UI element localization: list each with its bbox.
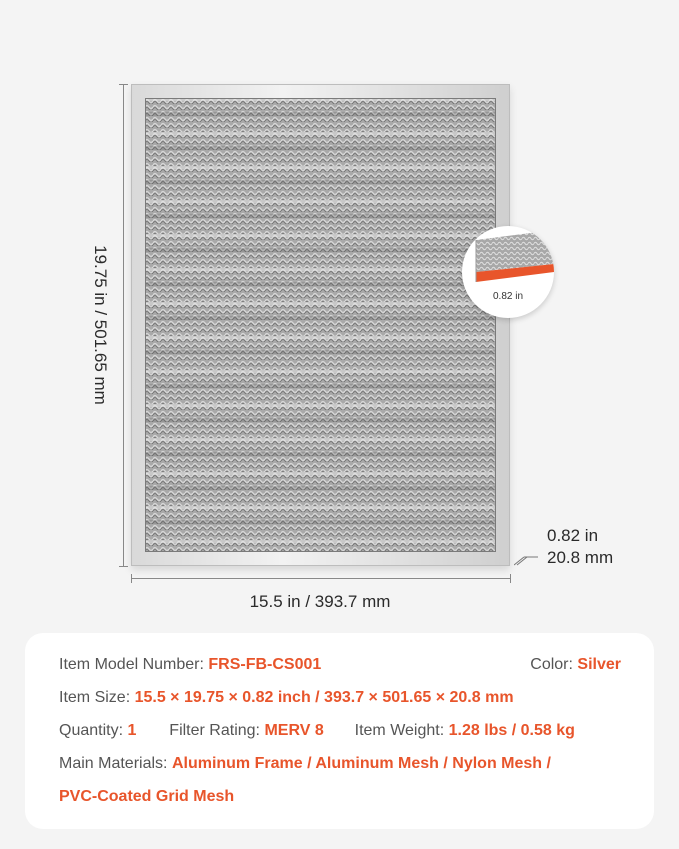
spec-row-color xyxy=(530,656,621,674)
zoom-filter-corner xyxy=(462,226,554,318)
color-value: Silver xyxy=(577,656,621,673)
rating-label: Filter Rating: xyxy=(169,722,260,739)
materials-value-line1: Aluminum Frame / Aluminum Mesh / Nylon Mesh / xyxy=(171,755,551,772)
spec-row-materials-cont xyxy=(59,788,234,806)
spec-row-quantity-rating-weight xyxy=(59,722,575,740)
thickness-zoom-inset xyxy=(462,226,554,318)
weight-label: Item Weight: xyxy=(354,722,445,739)
materials-label: Main Materials: xyxy=(59,755,168,772)
width-label: 15.5 in / 393.7 mm xyxy=(249,592,391,611)
thickness-inches: 0.82 in xyxy=(547,526,599,545)
height-dimension-line xyxy=(123,84,124,566)
mesh-texture xyxy=(145,98,496,552)
rating-value: MERV 8 xyxy=(264,722,324,739)
height-tick-bottom xyxy=(119,566,128,567)
zoom-thickness-label: 0.82 in xyxy=(492,291,524,302)
height-tick-top xyxy=(119,84,128,85)
model-label: Item Model Number: xyxy=(59,656,204,673)
thickness-label xyxy=(547,525,613,569)
quantity-value: 1 xyxy=(127,722,137,739)
thickness-pointer xyxy=(514,554,538,566)
spec-row-materials xyxy=(59,755,551,773)
air-filter-frame xyxy=(131,84,510,566)
spec-row-model xyxy=(59,656,321,674)
quantity-label: Quantity: xyxy=(59,722,124,739)
thickness-mm: 20.8 mm xyxy=(547,548,614,567)
filter-mesh-panel xyxy=(145,98,496,552)
width-tick-right xyxy=(510,574,511,583)
size-value: 15.5 × 19.75 × 0.82 inch / 393.7 × 501.65 × 20.8 mm xyxy=(134,689,514,706)
specs-card xyxy=(25,633,654,829)
color-label: Color: xyxy=(530,656,573,673)
size-label: Item Size: xyxy=(59,689,131,706)
width-dimension-line xyxy=(131,578,510,579)
weight-value: 1.28 lbs / 0.58 kg xyxy=(448,722,575,739)
height-label: 19.75 in / 501.65 mm xyxy=(91,245,110,405)
model-value: FRS-FB-CS001 xyxy=(208,656,322,673)
spec-row-size xyxy=(59,689,514,707)
materials-value-line2: PVC-Coated Grid Mesh xyxy=(59,788,235,805)
width-tick-left xyxy=(131,574,132,583)
